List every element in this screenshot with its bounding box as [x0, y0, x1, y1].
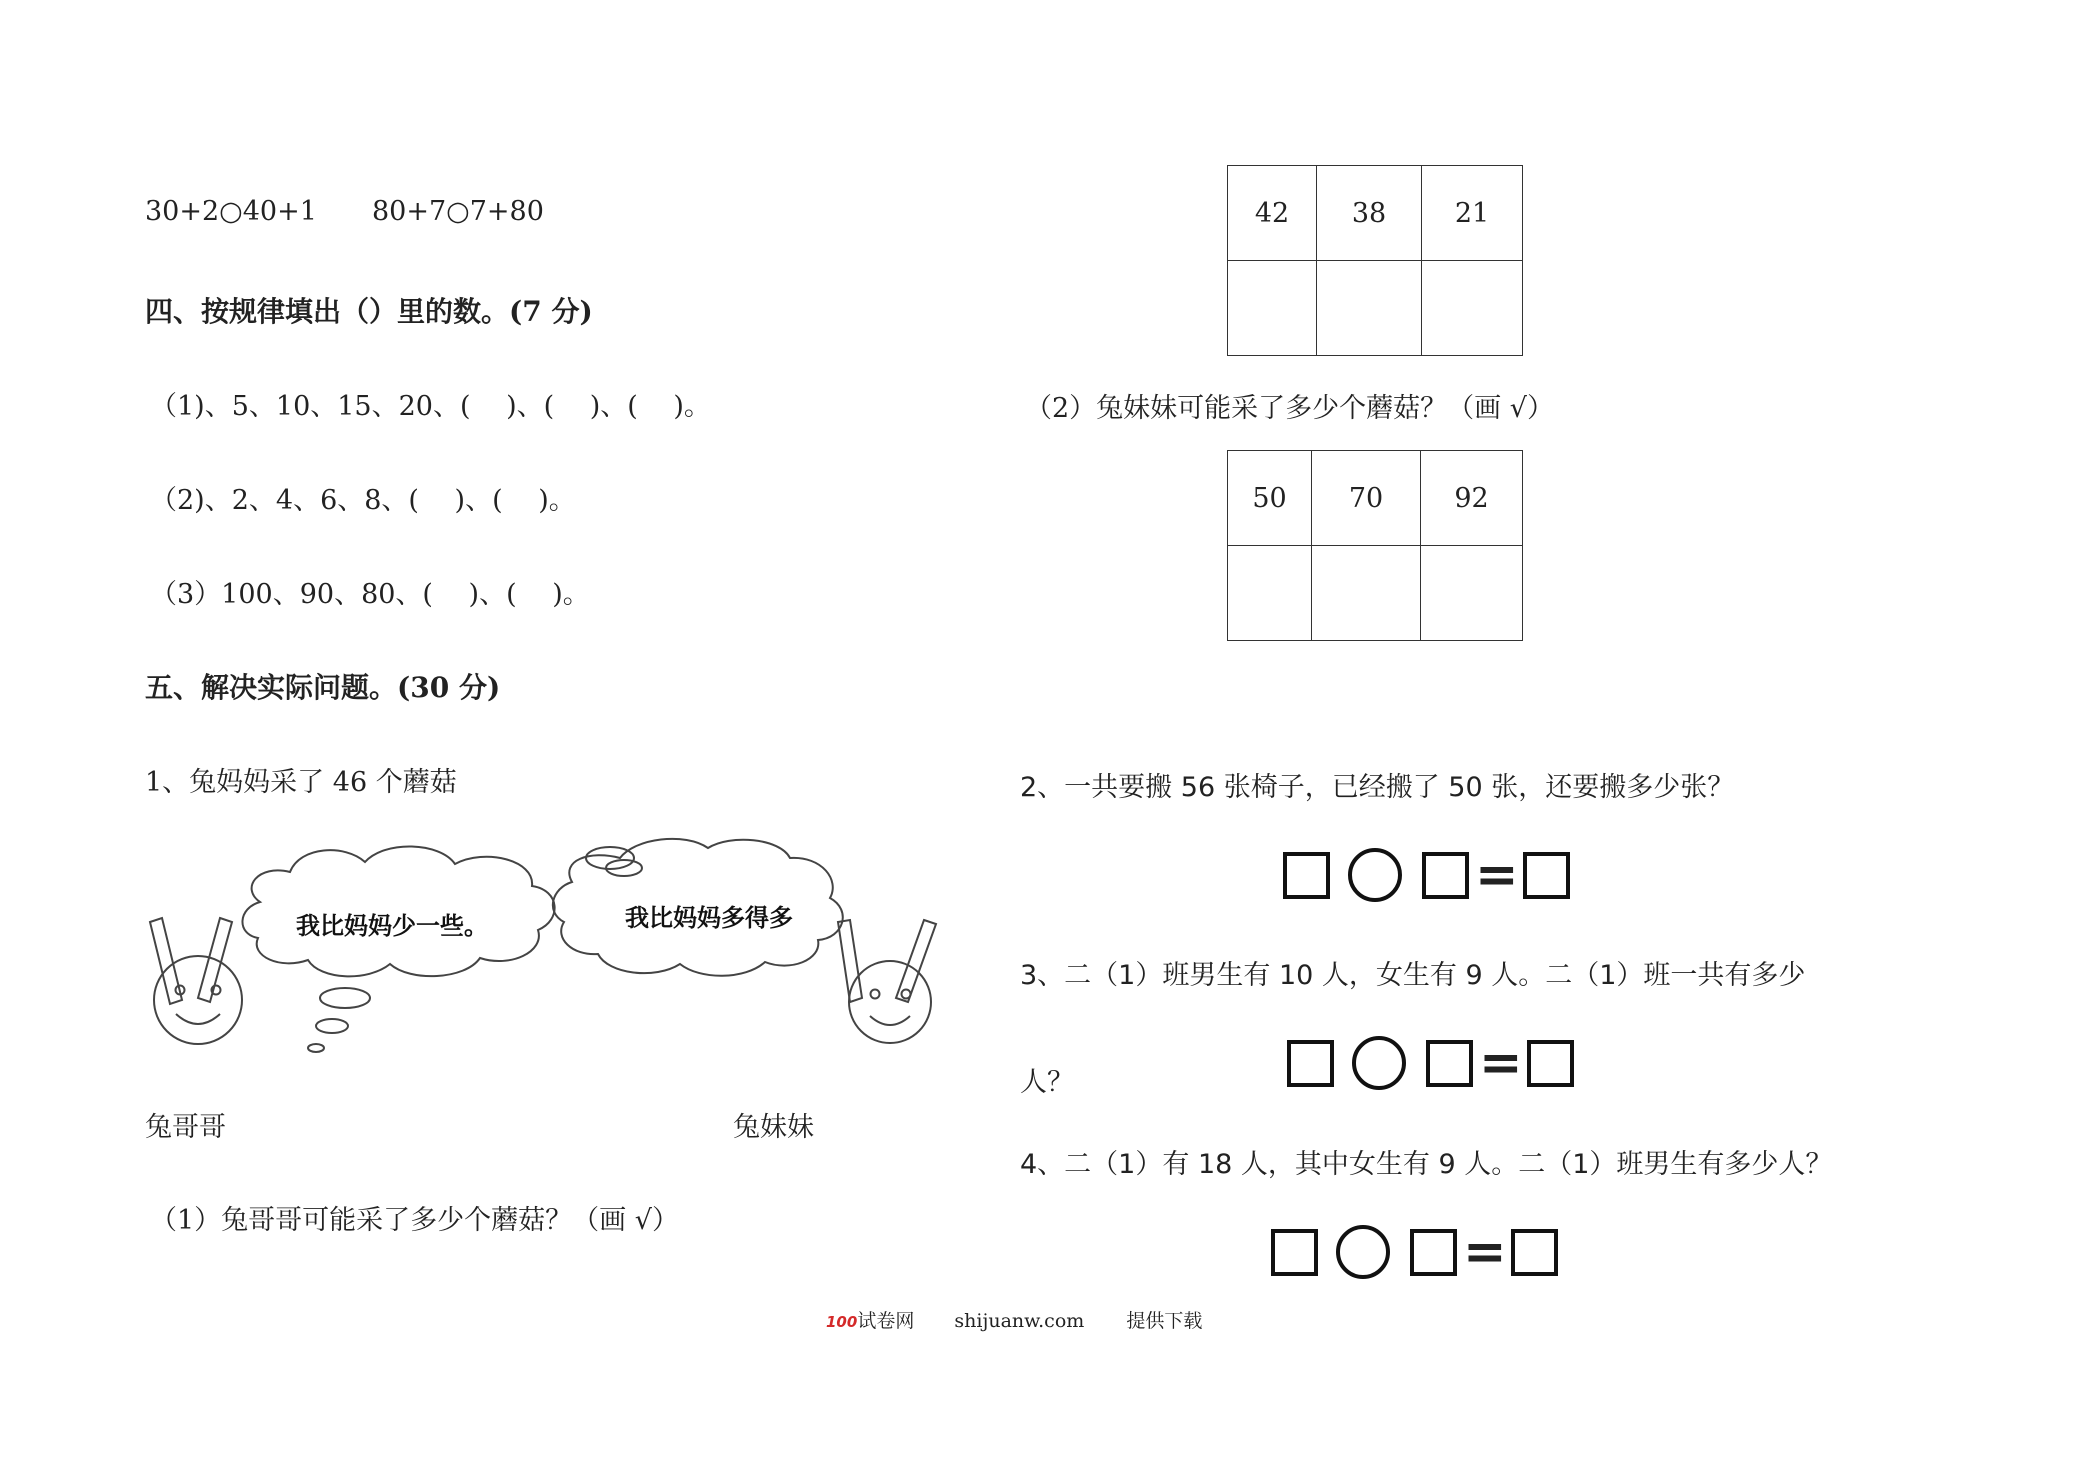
section4-heading: 四、按规律填出（）里的数。(7 分)	[145, 295, 593, 328]
answer-box[interactable]	[1527, 1040, 1574, 1087]
answer-box[interactable]	[1283, 852, 1330, 899]
site-url[interactable]: shijuanw.com	[954, 1310, 1085, 1332]
section5-heading: 五、解决实际问题。(30 分)	[145, 671, 501, 704]
bubble-left-text: 我比妈妈少一些。	[296, 912, 488, 940]
table1-answer-cell[interactable]	[1228, 261, 1317, 356]
section4-question-3: （3）100、90、80、( )、( )。	[150, 579, 590, 610]
operator-circle[interactable]	[1352, 1036, 1406, 1090]
site-logo: 100	[826, 1313, 858, 1331]
table2-answer-cell[interactable]	[1421, 546, 1523, 641]
thought-dot-medium	[316, 1019, 348, 1033]
question-4: 4、二（1）有 18 人，其中女生有 9 人。二（1）班男生有多少人？	[1020, 1149, 1833, 1180]
thought-dot-large	[320, 988, 370, 1008]
table1-answer-cell[interactable]	[1317, 261, 1422, 356]
table1-answer-cell[interactable]	[1422, 261, 1523, 356]
answer-box[interactable]	[1287, 1040, 1334, 1087]
table2-answer-cell[interactable]	[1312, 546, 1421, 641]
footer-note: 提供下载	[1126, 1310, 1203, 1332]
table2-value: 70	[1312, 451, 1421, 546]
operator-circle[interactable]	[1348, 848, 1402, 902]
answer-box[interactable]	[1511, 1229, 1558, 1276]
question-2: 2、一共要搬 56 张椅子，已经搬了 50 张，还要搬多少张？	[1020, 772, 1735, 803]
answer-box[interactable]	[1422, 852, 1469, 899]
table1-value: 21	[1422, 166, 1523, 261]
sub-question-1: （1）兔哥哥可能采了多少个蘑菇？（画 √）	[150, 1205, 679, 1236]
rabbit-sister	[838, 920, 936, 1043]
rabbits-illustration	[140, 830, 940, 1070]
answer-box[interactable]	[1426, 1040, 1473, 1087]
equation-q3	[1287, 1033, 1574, 1093]
rabbit-brother	[150, 918, 242, 1044]
bubble-right-text: 我比妈妈多得多	[625, 904, 793, 932]
table1-value: 38	[1317, 166, 1422, 261]
table2-value: 50	[1228, 451, 1312, 546]
answer-box[interactable]	[1410, 1229, 1457, 1276]
table1-value: 42	[1228, 166, 1317, 261]
question-3-line-1: 3、二（1）班男生有 10 人，女生有 9 人。二（1）班一共有多少	[1020, 960, 1806, 991]
label-rabbit-brother: 兔哥哥	[145, 1112, 226, 1143]
mushroom-table-1	[1227, 165, 1523, 356]
equation-q4	[1271, 1222, 1558, 1282]
thought-dot-small	[308, 1044, 324, 1052]
small-cloud-circle-1	[586, 847, 634, 869]
equals-sign: =	[1479, 1033, 1523, 1093]
table2-answer-cell[interactable]	[1228, 546, 1312, 641]
site-name: 试卷网	[857, 1310, 915, 1332]
table2-value: 92	[1421, 451, 1523, 546]
comparison-item-1: 30+2○40+1	[145, 196, 317, 227]
mushroom-table-2	[1227, 450, 1523, 641]
equals-sign: =	[1475, 845, 1519, 905]
question-1-text: 1、兔妈妈采了 46 个蘑菇	[145, 767, 457, 798]
equals-sign: =	[1463, 1222, 1507, 1282]
operator-circle[interactable]	[1336, 1225, 1390, 1279]
section4-question-2: （2)、2、4、6、8、( )、( )。	[150, 485, 576, 516]
comparison-item-2: 80+7○7+80	[372, 196, 544, 227]
section4-question-1: （1)、5、10、15、20、( )、( )、( )。	[150, 391, 711, 422]
answer-box[interactable]	[1271, 1229, 1318, 1276]
label-rabbit-sister: 兔妹妹	[733, 1112, 814, 1143]
sub-question-2: （2）兔妹妹可能采了多少个蘑菇？（画 √）	[1025, 393, 1554, 424]
footer	[826, 1306, 1202, 1333]
equation-q2	[1283, 845, 1570, 905]
answer-box[interactable]	[1523, 852, 1570, 899]
question-3-line-2: 人？	[1020, 1067, 1074, 1098]
